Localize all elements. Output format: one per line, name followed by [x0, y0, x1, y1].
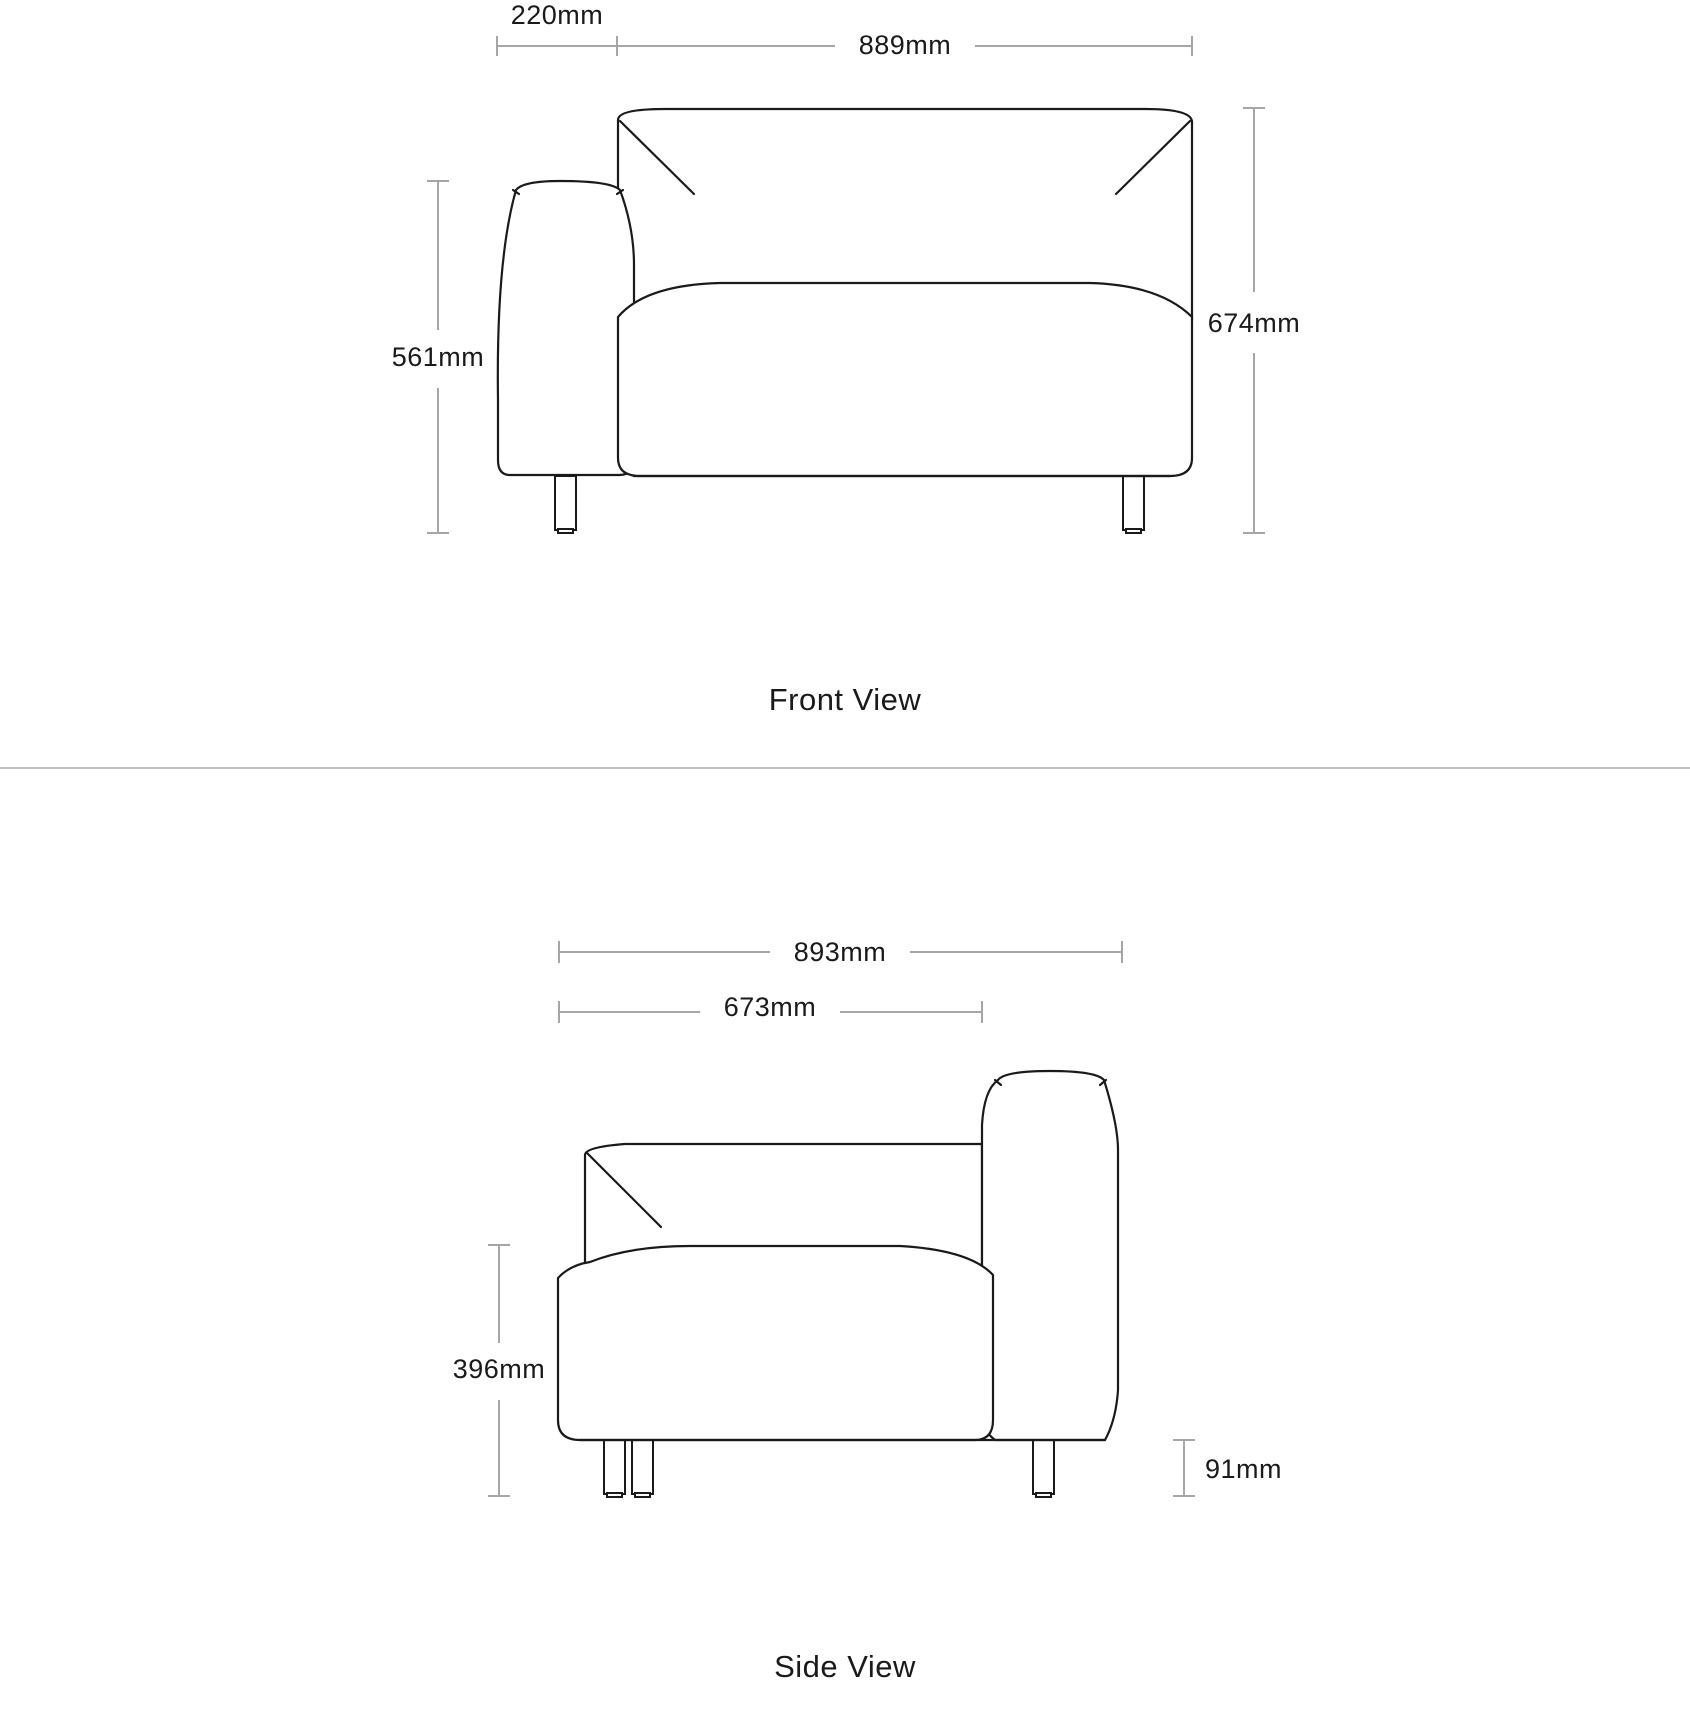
- side-armrest: [982, 1071, 1118, 1440]
- front-right-leg-foot: [1126, 529, 1141, 533]
- front-right-leg: [1123, 476, 1144, 530]
- side-view: [453, 937, 1282, 1684]
- dim-arm-width: [497, 0, 617, 56]
- side-leg-front-a: [604, 1440, 625, 1494]
- seat-height-label: 396mm: [452, 1354, 546, 1384]
- total-height-label: 674mm: [1207, 308, 1301, 338]
- dim-arm-height: [392, 181, 485, 533]
- seat-width-label: 889mm: [858, 30, 952, 60]
- front-armrest: [498, 181, 634, 475]
- side-view-caption: Side View: [774, 1649, 916, 1684]
- side-leg-front-a-foot: [607, 1493, 622, 1497]
- side-leg-back: [1033, 1440, 1054, 1494]
- dim-seat-depth: [559, 992, 982, 1023]
- seat-depth-label: 673mm: [723, 992, 817, 1022]
- front-left-leg: [555, 476, 576, 530]
- front-view-caption: Front View: [768, 682, 922, 717]
- side-seat-cushion: [558, 1246, 993, 1440]
- dim-seat-height: [453, 1245, 546, 1496]
- front-left-leg-foot: [558, 529, 573, 533]
- dim-seat-width: [617, 30, 1192, 60]
- leg-height-label: 91mm: [1205, 1454, 1283, 1484]
- side-leg-back-foot: [1036, 1493, 1051, 1497]
- total-depth-label: 893mm: [793, 937, 887, 967]
- dim-leg-height: [1173, 1440, 1282, 1496]
- arm-height-label: 561mm: [391, 342, 485, 372]
- arm-width-label: 220mm: [510, 0, 604, 30]
- front-view: [392, 0, 1301, 717]
- front-seat-cushion: [618, 283, 1192, 476]
- side-leg-front-b: [632, 1440, 653, 1494]
- dim-total-height: [1208, 108, 1301, 533]
- dim-total-depth: [559, 937, 1122, 967]
- side-leg-front-b-foot: [635, 1493, 650, 1497]
